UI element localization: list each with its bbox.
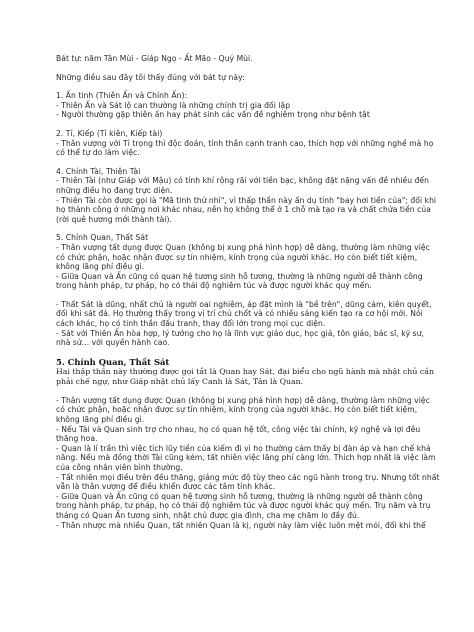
tail-line: - Quan là lí trần thì việc tích lũy tiền của kiếm đi vì họ thường cảm thấy bị đàn áp và hạn chế khả xyxy=(56,443,431,453)
section-line: 5. Chính Quan, Thất Sát xyxy=(56,233,149,243)
section-line: có chức phận, hoặc nhận được sự tín nhiệm, kính trọng của người khác. Họ còn biết tiết kiệm, xyxy=(56,252,418,262)
section-line: nhà sử... với quyền hành cao. xyxy=(56,338,170,348)
serif-intro-line: Hai thập thần này thường được gọi tắt là Quan hay Sát, đại biểu cho ngũ hành mà nhật chủ cần xyxy=(56,366,434,376)
intro-text: Bát tự: năm Tân Mùi - Giáp Ngọ - Ất Mão - Quý Mùi. xyxy=(56,54,253,63)
section-line: những điều họ đang trực diện. xyxy=(56,185,173,195)
section-line: - Thân vượng tất dụng được Quan (không bị xung phá hình hợp) dễ dàng, thường làm những việc xyxy=(56,242,430,252)
section-line: cách khác, họ có tinh thần đấu tranh, thay đổi lớn trong mọi cục diện. xyxy=(56,319,326,329)
section-paragraph xyxy=(56,91,434,120)
tail-line: - Tất nhiên mọi điều trên đều thăng, giảng mức độ tùy theo các ngũ hành trong trụ. Nhưng tốt nhất xyxy=(56,472,440,482)
tail-paragraph xyxy=(56,395,440,530)
tail-line: có chức phận, hoặc nhận được sự tín nhiệm, kính trọng của người khác. Họ còn biết tiết kiệm, xyxy=(56,405,418,415)
section-paragraph xyxy=(56,233,434,291)
section-line: 1. Ấn tinh (Thiên Ấn và Chính Ấn): xyxy=(56,91,188,101)
lead-text: Những điều sau đây tôi thấy đúng với bát tự này: xyxy=(56,72,245,82)
intro-line xyxy=(56,54,434,64)
section-line: 4. Chính Tài, Thiên Tài xyxy=(56,166,141,176)
section-line: - Thiên Tài còn được gọi là "Mã tinh thứ nhì", vì thấp thần này ấn dụ tính "bay hơi tiền của"; đối khi xyxy=(56,195,437,205)
tail-line: tháng có Quan Ấn tương sinh, nhật chủ được gia đình, cha mẹ chăm lo đầy đủ. xyxy=(56,510,360,520)
tail-line: - Nếu Tài và Quan sinh trợ cho nhau, họ có quan hệ tốt, công việc tài chính, kỹ nghệ và lợi đều xyxy=(56,424,421,434)
serif-intro-line: phải chế ngự, như Giáp nhật chủ lấy Canh là Sát, Tân là Quan. xyxy=(56,376,304,386)
tail-line: của công nhân viên bình thường. xyxy=(56,463,183,472)
tail-line: năng. Nếu mà đồng thời Tài cũng kém, tất nhiên việc lãng phí càng lớn. Thích hợp nhất là việc làm xyxy=(56,453,436,463)
section-line: không lãng phí điều gì. xyxy=(56,262,145,272)
tail-line: trong hành pháp, tư pháp, họ có thái độ nghiêm túc và được người khác quý mến. Trụ năm và trụ xyxy=(56,501,431,511)
tail-container xyxy=(56,395,440,530)
serif-intro-paragraph xyxy=(56,367,434,387)
tail-line: - Thân vượng tất dụng được Quan (không bị xung phá hình hợp) dễ dàng, thường làm những việc xyxy=(56,395,430,405)
section-line: - Người thường gặp thiên ấn hay phát sinh các vấn đề nghiêm trọng như bệnh tật xyxy=(56,110,370,120)
section-line: có thể tự do làm việc. xyxy=(56,148,140,158)
section-line: - Thất Sát là dũng, nhất chủ là người oai nghiêm, áp đặt mình là "bề trên", dũng cảm, kiên quyết, xyxy=(56,299,432,309)
section-line: đối khi sát đả. Họ thường thấy trong vị trí chủ chốt và có nhiều sáng kiến tạo ra cơ hội mới. Nói xyxy=(56,309,423,319)
tail-line: không lãng phí điều gì. xyxy=(56,415,145,425)
section-line: họ thành công ở những nơi khác nhau, nên họ không thể ở 1 chỗ mà tạo ra và chất chứa tiền của xyxy=(56,205,431,215)
section-line: - Giữa Quan và Ấn cũng có quan hệ tương sinh hỗ tương, thường là những người dễ thành công xyxy=(56,271,423,281)
tail-line: - Thân nhược mà nhiều Quan, tất nhiên Quan là kị, người này làm việc luôn mệt mỏi, đối khi thể xyxy=(56,520,426,530)
tail-line: - Giữa Quan và Ấn cũng có quan hệ tương sinh hỗ tương, thường là những người dễ thành công xyxy=(56,491,423,501)
sections-container xyxy=(56,91,437,348)
section-line: 2. Tỉ, Kiếp (Tỉ kiên, Kiếp tài) xyxy=(56,128,163,138)
tail-line: vẫn là thân vượng để điều khiển được các tâm tính khác. xyxy=(56,482,276,492)
section-paragraph xyxy=(56,166,437,225)
section-paragraph xyxy=(56,129,434,158)
lead-line xyxy=(56,73,434,83)
section-line: - Thiên Ấn và Sát lộ can thường là những chính trị gia đối lập xyxy=(56,100,291,110)
section-line: (rời quê hương mới thành tài). xyxy=(56,214,172,224)
tail-line: thăng hoa. xyxy=(56,434,98,444)
section-line: - Sát với Thiên Ấn hòa hợp, lý tưởng cho họ là lĩnh vực giáo dục, học giả, tôn giáo, bác sĩ, kỹ sư, xyxy=(56,328,424,338)
section-line: trong hành pháp, tư pháp, họ có thái độ nghiêm túc và được người khác quý mến. xyxy=(56,281,372,291)
bold-section-heading: 5. Chính Quan, Thất Sát xyxy=(56,356,170,367)
section-paragraph xyxy=(56,300,434,348)
section-line: - Thiên Tài (như Giáp với Mậu) có tính khí rộng rãi với tiền bạc, không đặt nặng vấn đề nhiều đến xyxy=(56,176,429,186)
section-line: - Thân vượng với Tỉ trọng thì độc đoán, tính thần cạnh tranh cao, thích hợp với những nghề mà họ xyxy=(56,138,434,148)
